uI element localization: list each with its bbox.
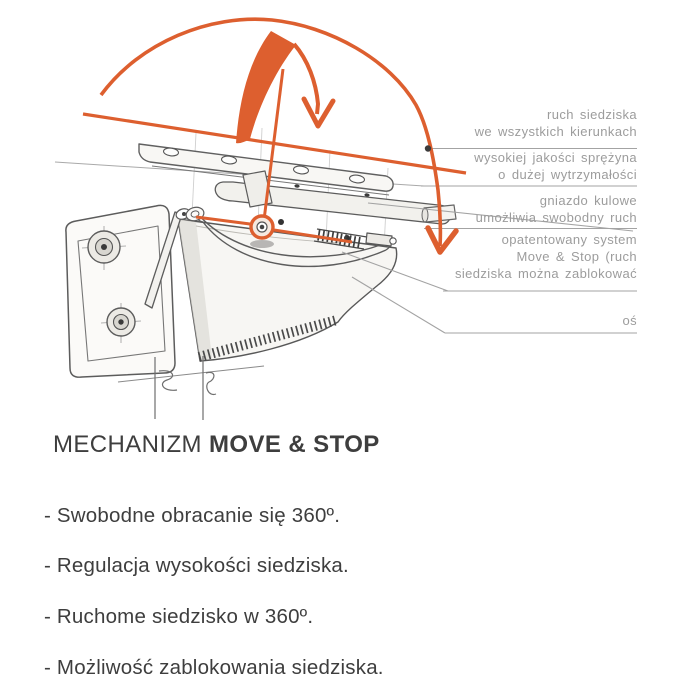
wall-bracket-sketch (66, 205, 175, 377)
callout-line: oś (622, 313, 637, 328)
leader-dot (425, 145, 431, 151)
callout-line: siedziska można zablokować (454, 266, 637, 281)
page-title-regular: MECHANIZM (53, 431, 202, 458)
callout-move-stop-system (455, 231, 637, 282)
callout-seat-movement (475, 106, 637, 140)
callout-ball-socket (476, 192, 637, 226)
callout-spring (474, 149, 637, 183)
callout-line: opatentowany system (501, 232, 637, 247)
feature-item: - Ruchome siedzisko w 360º. (44, 605, 314, 628)
callout-line: we wszystkich kierunkach (474, 124, 637, 139)
feature-item: - Swobodne obracanie się 360º. (44, 504, 341, 527)
callout-line: wysokiej jakości sprężyna (474, 150, 637, 165)
callout-line: umożliwia swobodny ruch (475, 210, 637, 225)
callout-line: Move & Stop (ruch (516, 249, 637, 264)
seat-support-sketch (178, 219, 397, 361)
ball-joint-center (260, 225, 265, 230)
callout-line: o dużej wytrzymałości (498, 167, 637, 182)
callout-axis (622, 312, 637, 329)
page-title (53, 431, 380, 459)
swing-arrow-body (236, 31, 296, 143)
callout-line: ruch siedziska (547, 107, 637, 122)
callout-line: gniazdo kulowe (539, 193, 637, 208)
feature-item: - Możliwość zablokowania siedziska. (44, 656, 384, 679)
feature-item: - Regulacja wysokości siedziska. (44, 554, 349, 577)
page-title-bold: MOVE & STOP (209, 431, 380, 458)
ball-shadow (250, 240, 274, 248)
